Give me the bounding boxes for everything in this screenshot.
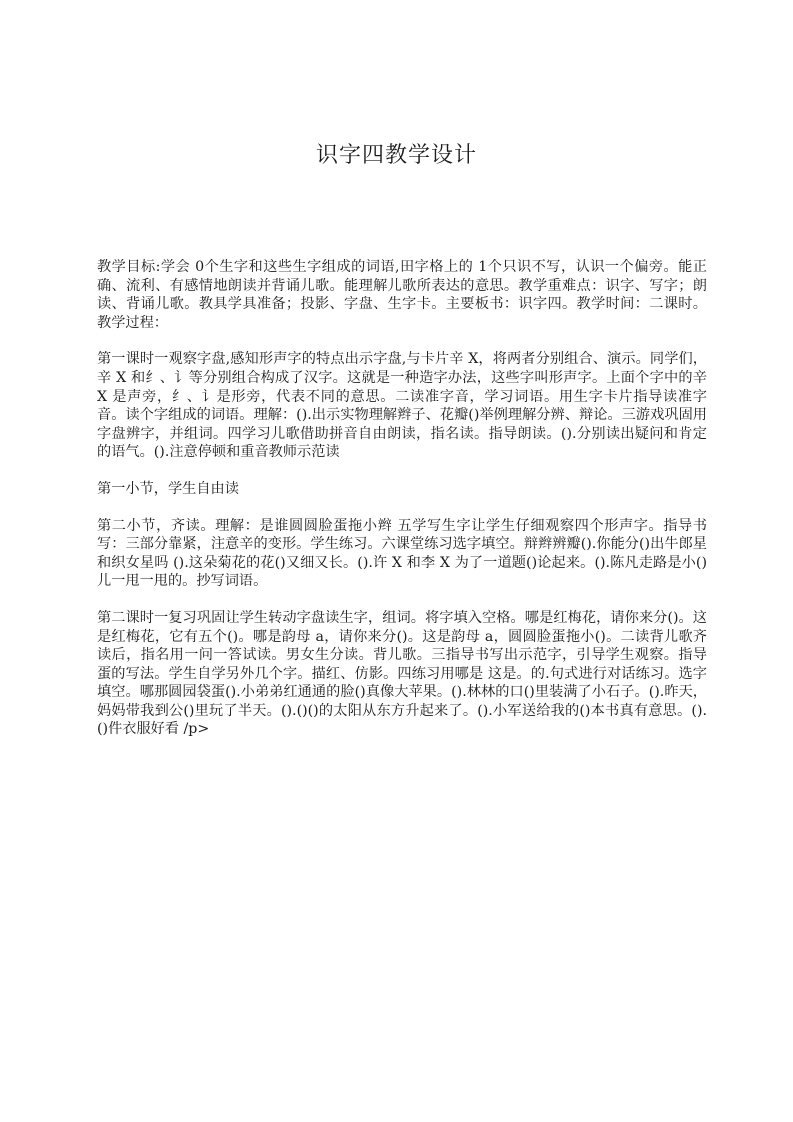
paragraph-section-two: 第二小节，齐读。理解：是谁圆圆脸蛋拖小辫 五学写生字让学生仔细观察四个形声字。指导书写：三部分靠紧，注意辛的变形。学生练习。六课堂练习选字填空。辩辫辨瓣().你能分()出牛郎星和织女星吗 ().这朵菊花的花()又细又长。().许 X 和李 X 为了一道题()论起来。().陈凡走路是小()儿一甩一甩的。抄写词语。 <box>97 517 707 590</box>
document-title: 识字四教学设计 <box>315 143 477 168</box>
paragraph-section-one: 第一小节，学生自由读 <box>97 480 239 497</box>
paragraph-lesson-one: 第一课时一观察字盘,感知形声字的特点出示字盘,与卡片辛 X，将两者分别组合、演示。同学们，辛 X 和纟、讠等分别组合构成了汉字。这就是一种造字办法，这些字叫形声字。上面个字中的辛 X 是声旁，纟、讠是形旁，代表不同的意思。二读准字音，学习词语。用生字卡片指导读准字音。读个字组成的词语。理解：().出示实物理解辫子、花瓣()举例理解分辨、辩论。三游戏巩固用字盘辨字，并组词。四学习儿歌借助拼音自由朗读，指名读。指导朗读。().分别读出疑问和肯定的语气。().注意停顿和重音教师示范读 <box>97 351 707 461</box>
paragraph-lesson-two: 第二课时一复习巩固让学生转动字盘读生字，组词。将字填入空格。哪是红梅花，请你来分()。这是红梅花，它有五个()。哪是韵母 a，请你来分()。这是韵母 a，圆圆脸蛋拖小()。二读背儿歌齐读后，指名用一问一答试读。男女生分读。背儿歌。三指导书写出示范字，引导学生观察。指导蛋的写法。学生自学另外几个字。描红、仿影。四练习用哪是 这是。的.句式进行对话练习。选字填空。哪那圆园袋蛋().小弟弟红通通的脸()真像大苹果。().林林的口()里装满了小石子。().昨天，妈妈带我到公()里玩了半天。().()()的太阳从东方升起来了。().小军送给我的()本书真有意思。().()件衣服好看 /p> <box>97 609 707 738</box>
paragraph-objectives: 教学目标:学会 0个生字和这些生字组成的词语,田字格上的 1个只识不写，认识一个偏旁。能正确、流利、有感情地朗读并背诵儿歌。能理解儿歌所表达的意思。教学重难点：识字、写字；朗读、背诵儿歌。教具学具准备；投影、字盘、生字卡。主要板书：识字四。教学时间：二课时。教学过程： <box>97 259 707 331</box>
document-body <box>97 258 707 757</box>
